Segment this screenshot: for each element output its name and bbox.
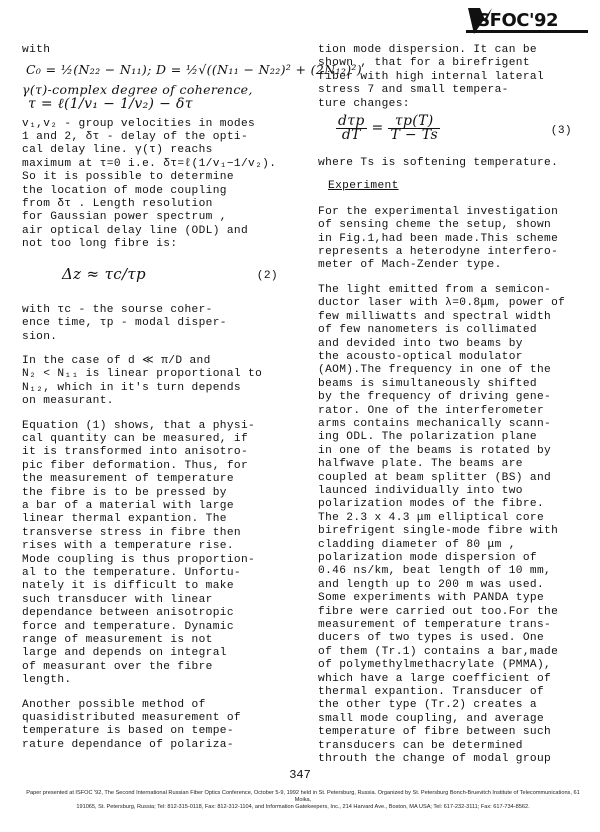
text-line: v₁,v₂ - group velocities in modes — [22, 117, 256, 130]
text-line: beams is simultaneously shifted — [318, 377, 537, 390]
text-line: 1 and 2, δτ - delay of the opti- — [22, 131, 249, 144]
equation-tau: τ = ℓ(1/v₁ − 1/v₂) − δτ — [28, 96, 193, 113]
text-line: and length up to 200 m was used. — [318, 578, 545, 591]
text-line: cladding diameter of 80 μm , — [318, 538, 516, 551]
text-line: of few nanometers is collimated — [318, 324, 537, 337]
equation-3-number: (3) — [550, 125, 572, 138]
text-line: rises with a temperature rise. — [22, 540, 234, 553]
text-line: large and depends on integral — [22, 647, 227, 660]
equation-3-lhs: $\frac{\text{dτp}}{dT}$ — [338, 113, 365, 144]
text-line: Equation (1) shows, that a physi- — [22, 419, 256, 432]
text-line: a bar of a material with large — [22, 499, 234, 512]
paragraph-setup — [318, 206, 580, 273]
text-line: Mode coupling is thus proportion- — [22, 553, 256, 566]
text-line: range of measurement is not — [22, 634, 213, 647]
text-line: So it is possible to determine — [22, 171, 234, 184]
text-line: and devided into two beams by — [318, 337, 523, 350]
section-heading-experiment: Experiment — [328, 180, 399, 193]
text-line: cal quantity can be measured, if — [22, 432, 249, 445]
softening-temperature-line: where Ts is softening temperature. — [318, 157, 559, 170]
right-column — [318, 44, 580, 778]
text-line: from δτ . Length resolution — [22, 198, 213, 211]
text-line: transducers can be determined — [318, 739, 523, 752]
text-line: temperature is based on tempe- — [22, 725, 234, 738]
paragraph-source-coherence — [22, 304, 292, 344]
text-line: which have a large coefficient of — [318, 672, 552, 685]
equation-3-rhs: $\frac{\tau p(T)}{T - Ts}$ — [390, 113, 439, 144]
text-line: Some experiments with PANDA type — [318, 592, 545, 605]
equation-2-number: (2) — [256, 269, 278, 282]
text-line: quasidistributed measurement of — [22, 712, 241, 725]
paragraph-light-source — [318, 284, 580, 767]
text-line: in one of the beams is rotated by — [318, 444, 552, 457]
text-line: in Fig.1,had been made.This scheme — [318, 232, 559, 245]
text-line: halfwave plate. The beams are — [318, 458, 523, 471]
text-line: length. — [22, 674, 72, 687]
text-line: rature dependance of polariza- — [22, 738, 234, 751]
paragraph-dispersion — [318, 44, 580, 111]
text-line: transverse stress in fibre then — [22, 526, 241, 539]
text-line: of measurant over the fibre — [22, 660, 213, 673]
text-line: fiber with high internal lateral — [318, 70, 545, 83]
text-line: nately it is difficult to make — [22, 580, 234, 593]
text-line: In the case of d ≪ π/D and — [22, 354, 211, 367]
intro-word: with — [22, 44, 51, 56]
text-line: represents a heterodyne interfero- — [318, 246, 559, 259]
text-line: N₁₂, which in it's turn depends — [22, 381, 241, 394]
text-line: coupled at beam splitter (BS) and — [318, 471, 552, 484]
paragraph-equation1 — [22, 420, 292, 688]
equation-2 — [22, 266, 292, 288]
text-line: The 2.3 x 4.3 μm elliptical core — [318, 511, 545, 524]
gamma-definition: γ(τ)-complex degree of coherence, — [22, 81, 253, 97]
text-line: birefrigent single-mode fibre with — [318, 525, 559, 538]
text-line: (AOM).The frequency in one of the — [318, 364, 552, 377]
text-line: ence time, τp - modal disper- — [22, 317, 227, 330]
text-line: polarization modes of the fibre. — [318, 498, 545, 511]
text-line: The light emitted from a semicon- — [318, 283, 552, 296]
text-line: pic fiber deformation. Thus, for — [22, 459, 249, 472]
text-line: 0.46 ns/km, beat length of 10 mm, — [318, 565, 552, 578]
paragraph-another-method — [22, 699, 292, 753]
text-line: linear thermal expantion. The — [22, 513, 227, 526]
text-line: measurement of temperature trans- — [318, 619, 552, 632]
page-number: 347 — [289, 768, 311, 782]
text-line: for Gaussian power spectrum , — [22, 211, 227, 224]
text-line: ductor laser with λ=0.8μm, power of — [318, 297, 566, 310]
text-line: cal delay line. γ(τ) reachs — [22, 144, 213, 157]
text-line: ing ODL. The polarization plane — [318, 431, 537, 444]
text-line: Another possible method of — [22, 698, 206, 711]
text-line: N₂ < N₁₁ is linear proportional to — [22, 368, 263, 381]
equation-3: $\frac{\text{dτp}}{dT}$ = $\frac{\tau p(T)}{T - Ts}$ (3) — [338, 113, 572, 144]
text-line: the acousto-optical modulator — [318, 350, 523, 363]
text-line: shown , that for a birefrigent — [318, 57, 530, 70]
paragraph-velocities — [22, 118, 292, 252]
text-line: fibre were carried out too.For the — [318, 605, 559, 618]
text-line: the other type (Tr.2) creates a — [318, 699, 537, 712]
text-line: arms contains mechanically scann- — [318, 417, 552, 430]
text-line: force and temperature. Dynamic — [22, 620, 234, 633]
text-line: maximum at τ=0 i.e. δτ=ℓ(1/v₁−1/v₂). — [22, 157, 277, 170]
footer-line-2: 191065, St. Petersburg, Russia; Tel: 812-315-0118, Fax: 812-312-1104, and Information Gatekeepers, Inc., 214 Harvard Ave., Boston, MA USA; Tel: 617-232-3111; Fax: 617-734-8562. — [76, 804, 530, 810]
footer-note — [20, 790, 586, 811]
paragraph-case — [22, 355, 292, 409]
equation-c0-d: C₀ = ½(N₂₂ − N₁₁); D = ½√((N₁₁ − N₂₂)² + (2N₁₂)²) — [26, 62, 363, 78]
text-line: on measurant. — [22, 395, 114, 408]
text-line: the measurement of temperature — [22, 473, 234, 486]
text-line: al to the temperature. Unfortu- — [22, 567, 241, 579]
text-line: rator. One of the interferometer — [318, 404, 545, 417]
text-line: throuth the change of modal group — [318, 753, 552, 766]
text-line: of polymethylmethacrylate (PMMA), — [318, 659, 552, 672]
text-line: stress 7 and small tempera- — [318, 84, 509, 97]
equation-2-formula: Δz ≈ τc/τp — [62, 264, 146, 283]
conference-logo-text: ISFOC'92 — [471, 10, 559, 31]
text-line: launced individually into two — [318, 484, 523, 497]
text-line: few milliwatts and spectral width — [318, 310, 552, 323]
text-line: thermal expantion. Transducer of — [318, 686, 545, 699]
text-line: by the frequency of driving gene- — [318, 391, 552, 404]
text-line: such transducer with linear — [22, 593, 213, 606]
footer-line-1: Paper presented at ISFOC '92, The Second International Russian Fiber Optics Conference, October 5-9, 1992 held in St. Petersburg, Russia. Organized by St. Petersburg Bonch-Bruevitch Institute of Telecommunications, 61 Moika, — [26, 790, 580, 803]
text-line: the location of mode coupling — [22, 184, 227, 197]
text-line: For the experimental investigation — [318, 205, 559, 218]
text-line: small mode coupling, and average — [318, 712, 545, 725]
text-line: temperature of fibre between such — [318, 726, 552, 739]
text-line: it is transformed into anisotro- — [22, 446, 249, 459]
text-line: not too long fibre is: — [22, 238, 178, 251]
text-line: dependance between anisotropic — [22, 607, 234, 620]
text-line: ducers of two types is used. One — [318, 632, 545, 645]
text-line: of them (Tr.1) contains a bar,made — [318, 645, 559, 658]
text-line: meter of Mach-Zender type. — [318, 259, 502, 272]
text-line: sion. — [22, 330, 58, 343]
text-line: tion mode dispersion. It can be — [318, 44, 537, 56]
text-line: air optical delay line (ODL) and — [22, 224, 249, 237]
text-line: of sensing cheme the setup, shown — [318, 219, 552, 232]
text-line: with τc - the sourse coher- — [22, 303, 213, 316]
text-line: polarization mode dispersion of — [318, 552, 537, 564]
text-line: ture changes: — [318, 97, 410, 110]
text-line: the fibre is to be pressed by — [22, 486, 227, 499]
